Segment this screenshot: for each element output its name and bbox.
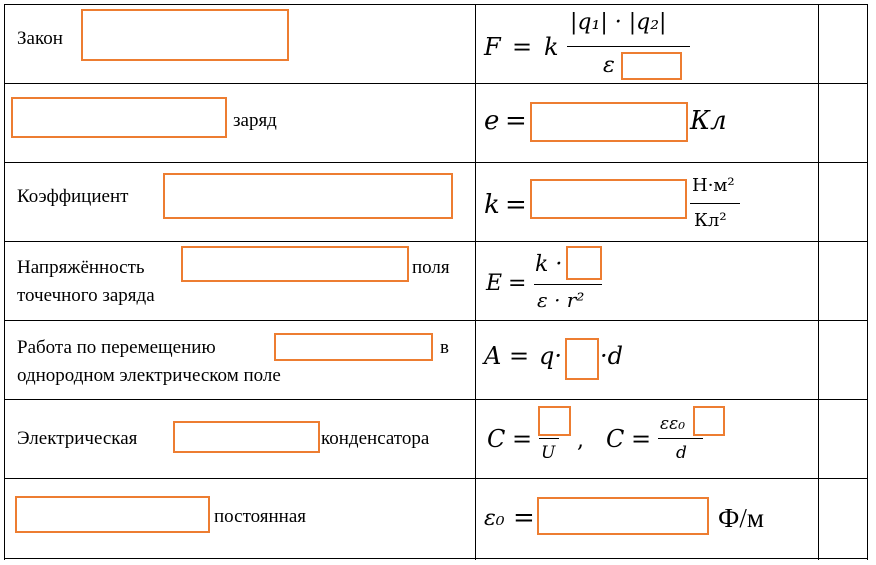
fraction-bar: [658, 438, 703, 439]
electric-constant-answer-box[interactable]: [537, 497, 709, 535]
column-divider: [818, 4, 819, 560]
table-border-bottom: [4, 558, 868, 559]
formula-lhs: C: [487, 425, 506, 453]
formula-lhs: ε₀: [484, 506, 505, 531]
row-label-suffix: поля: [412, 257, 450, 278]
formula-tail: ·d: [600, 342, 623, 370]
formula-equals: =: [513, 503, 535, 533]
formula-equals: =: [509, 342, 530, 370]
row-label-suffix: в: [440, 337, 449, 358]
row-divider: [4, 478, 868, 479]
coefficient-name-answer-box[interactable]: [163, 173, 453, 219]
work-answer-box[interactable]: [274, 333, 433, 361]
formula-denominator: ε: [603, 53, 615, 78]
area-answer-box[interactable]: [693, 406, 725, 436]
constant-name-answer-box[interactable]: [15, 496, 210, 533]
formula-numerator: |q₁| · |q₂|: [570, 10, 667, 35]
formula-lhs: A: [484, 342, 502, 370]
table-border-left: [4, 4, 5, 560]
charge-answer-box[interactable]: [566, 246, 602, 280]
row-label-prefix: Закон: [17, 28, 63, 49]
formula-unit: Ф/м: [718, 503, 764, 533]
field-strength-symbol-answer-box[interactable]: [565, 338, 599, 380]
table-border-top: [4, 4, 868, 5]
charge-symbol-answer-box[interactable]: [538, 406, 571, 436]
formula-equals: =: [505, 190, 527, 220]
row-divider: [4, 241, 868, 242]
formula-equals: =: [512, 425, 533, 453]
formula-unit: Кл: [690, 106, 727, 136]
formula-denominator: ε · r²: [537, 288, 585, 312]
row-divider: [4, 399, 868, 400]
row-divider: [4, 83, 868, 84]
row-label-prefix: Коэффициент: [17, 186, 129, 207]
row-divider: [4, 162, 868, 163]
field-strength-answer-box[interactable]: [181, 246, 409, 282]
row-label-prefix: Работа по перемещению: [17, 337, 216, 358]
formula-equals: =: [505, 106, 527, 136]
formula-numerator: εε₀: [660, 414, 686, 434]
capacitance-answer-box[interactable]: [173, 421, 320, 453]
unit-numerator: Н·м²: [692, 175, 735, 196]
row-label-line2: точечного заряда: [17, 285, 155, 306]
charge-name-answer-box[interactable]: [11, 97, 227, 138]
elementary-charge-answer-box[interactable]: [530, 102, 688, 142]
formula-equals: =: [631, 425, 652, 453]
row-label-prefix: Напряжённость: [17, 257, 145, 278]
formula-lhs: k: [484, 190, 500, 220]
formula-denominator: d: [676, 443, 687, 463]
table-border-right: [867, 4, 868, 560]
permittivity-answer-box[interactable]: [621, 52, 682, 80]
fraction-bar: [567, 46, 690, 47]
coefficient-value-answer-box[interactable]: [530, 179, 687, 219]
row-label-suffix: постоянная: [214, 506, 307, 527]
column-divider: [475, 4, 476, 560]
formula-constant: k: [544, 33, 559, 61]
formula-lhs: e: [484, 106, 500, 136]
formula-equals: =: [512, 33, 533, 61]
formula-numerator: k ·: [535, 252, 563, 277]
formula-lhs: C: [606, 425, 625, 453]
fraction-bar: [539, 438, 559, 439]
row-divider: [4, 320, 868, 321]
formula-lhs: E: [486, 271, 503, 296]
formula-lhs: F: [484, 33, 501, 61]
row-label-suffix: конденсатора: [321, 428, 430, 449]
formula-denominator: U: [541, 443, 556, 463]
row-label-line2: однородном электрическом поле: [17, 365, 281, 386]
row-label-prefix: Электрическая: [17, 428, 138, 449]
formula-equals: =: [508, 271, 527, 296]
fraction-bar: [534, 284, 602, 285]
unit-denominator: Кл²: [694, 210, 727, 231]
fraction-bar: [690, 203, 740, 204]
formula-separator: ,: [577, 428, 584, 453]
formula-factor: q·: [539, 342, 562, 370]
row-label-suffix: заряд: [233, 110, 277, 131]
law-name-answer-box[interactable]: [81, 9, 289, 61]
